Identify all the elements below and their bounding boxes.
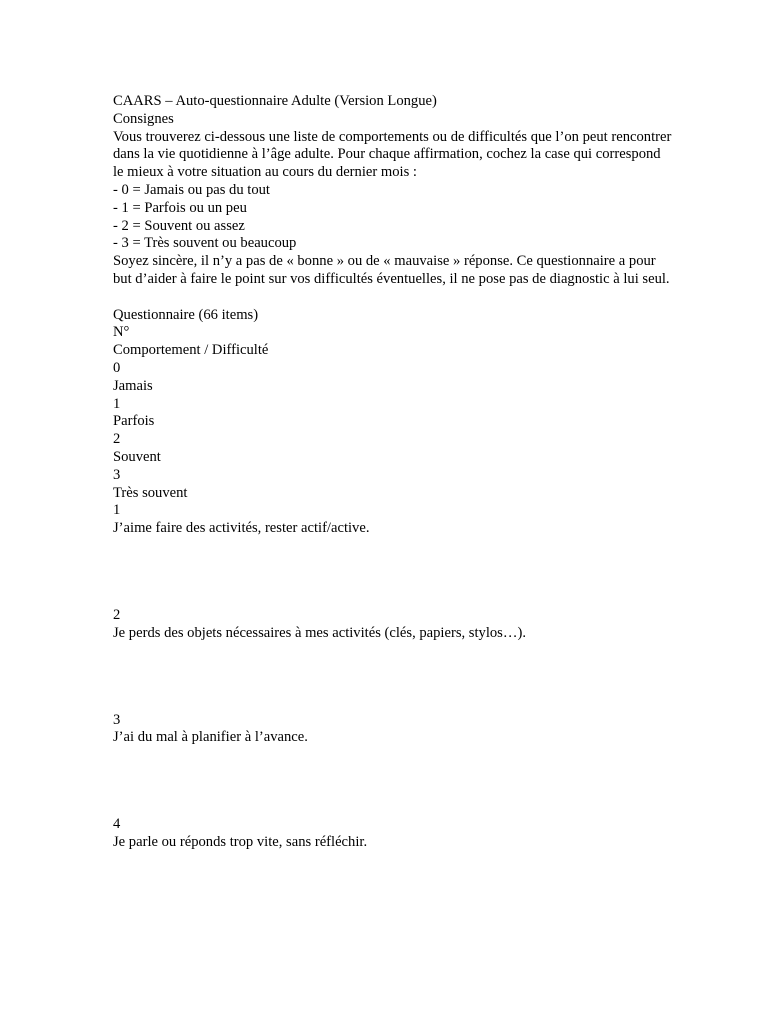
- header-col3-value: 3: [113, 466, 121, 483]
- item-text: Je parle ou réponds trop vite, sans réfléchir.: [113, 833, 368, 850]
- answer-space: [113, 747, 673, 816]
- header-col0-label: Jamais: [113, 377, 153, 394]
- item-text: J’ai du mal à planifier à l’avance.: [113, 729, 308, 746]
- instructions-heading: Consignes: [113, 110, 174, 127]
- scale-item-1: - 1 = Parfois ou un peu: [113, 199, 247, 216]
- scale-item-3: - 3 = Très souvent ou beaucoup: [113, 235, 297, 252]
- header-col2-label: Souvent: [113, 448, 161, 465]
- header-col1-label: Parfois: [113, 413, 155, 430]
- questionnaire-heading: Questionnaire (66 items): [113, 306, 259, 323]
- header-col2-value: 2: [113, 431, 121, 448]
- answer-space: [113, 643, 673, 712]
- document-title: CAARS – Auto-questionnaire Adulte (Version Longue): [113, 93, 437, 109]
- blank-line: [113, 289, 673, 307]
- header-behavior: Comportement / Difficulté: [113, 342, 269, 359]
- item-number: 4: [113, 816, 121, 833]
- item-text: Je perds des objets nécessaires à mes activités (clés, papiers, stylos…).: [113, 624, 526, 641]
- item-number: 2: [113, 606, 121, 623]
- scale-item-0: - 0 = Jamais ou pas du tout: [113, 181, 270, 198]
- instructions-text: Vous trouverez ci-dessous une liste de comportements ou de difficultés que l’on peut rencontrer dans la vie quotidienne à l’âge adulte. Pour chaque affirmation, cochez la case qui correspond le mieux à votre situation au cours du dernier mois :: [113, 128, 672, 181]
- document-page: [113, 93, 673, 852]
- questionnaire-item: [113, 712, 673, 748]
- item-text: J’aime faire des activités, rester actif/active.: [113, 520, 370, 537]
- questionnaire-item: [113, 502, 673, 538]
- sincerity-note: Soyez sincère, il n’y a pas de « bonne » ou de « mauvaise » réponse. Ce questionnaire a pour but d’aider à faire le point sur vos difficultés éventuelles, il ne pose pas de diagnostic à lui seul.: [113, 253, 670, 287]
- header-number: N°: [113, 324, 130, 341]
- questionnaire-item: [113, 607, 673, 643]
- header-col3-label: Très souvent: [113, 484, 188, 501]
- item-number: 3: [113, 711, 121, 728]
- item-number: 1: [113, 502, 121, 519]
- answer-space: [113, 538, 673, 607]
- header-col0-value: 0: [113, 359, 121, 376]
- scale-item-2: - 2 = Souvent ou assez: [113, 217, 245, 234]
- questionnaire-item: [113, 816, 673, 852]
- header-col1-value: 1: [113, 395, 121, 412]
